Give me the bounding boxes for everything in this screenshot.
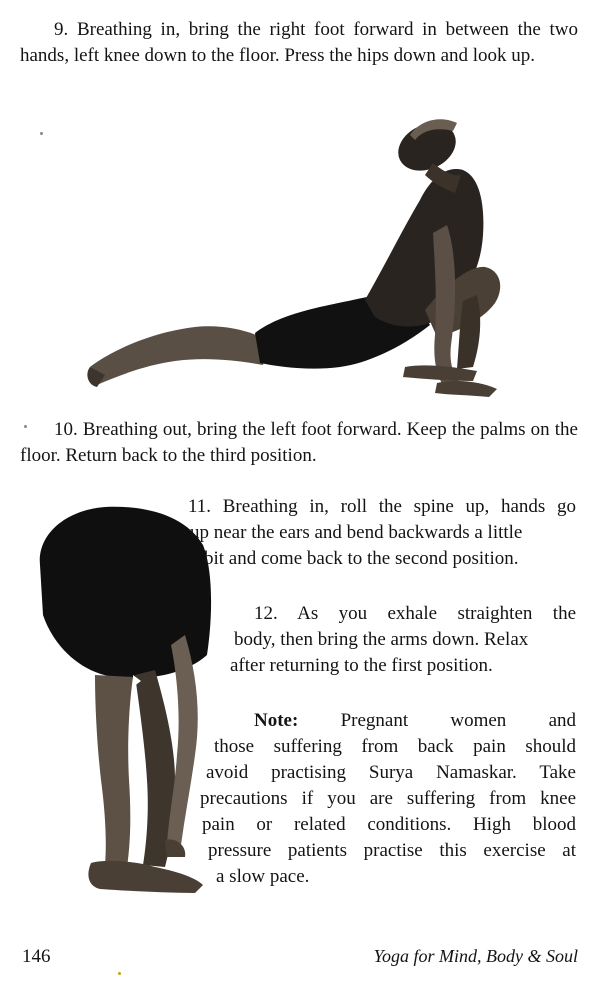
step-12-line-2: body, then bring the arms down. Relax — [234, 629, 529, 650]
note-line-3: avoid practising Surya Namaskar. Take — [206, 762, 576, 783]
step-11-line-3: bit and come back to the second position. — [204, 548, 519, 569]
step-12-line-1: 12. As you exhale straighten the — [254, 603, 576, 624]
lunge-pose-photo — [85, 105, 515, 405]
step-10-paragraph: 10. Breathing out, bring the left foot forward. Keep the palms on the floor. Return back to the third position. — [20, 419, 578, 466]
note-first-line-text: Pregnant women and — [340, 710, 577, 731]
note-line-4: precautions if you are suffering from knee — [200, 788, 576, 809]
step-12-paragraph — [230, 601, 576, 679]
book-title-footer: Yoga for Mind, Body & Soul — [373, 946, 578, 966]
note-line-2: those suffering from back pain should — [214, 736, 576, 757]
note-label: Note: — [254, 710, 299, 731]
note-line-7: a slow pace. — [216, 866, 310, 887]
print-speck — [118, 972, 121, 975]
step-11-line-1: 11. Breathing in, roll the spine up, hands go — [188, 496, 576, 517]
note-line-1 — [200, 708, 576, 734]
step-9-paragraph: 9. Breathing in, bring the right foot forward in between the two hands, left knee down to the floor. Press the hips down and look up. — [20, 19, 578, 66]
step-11-paragraph — [188, 494, 576, 572]
note-line-5: pain or related conditions. High blood — [202, 814, 576, 835]
print-speck — [40, 132, 43, 135]
step-12-line-3: after returning to the first position. — [230, 655, 493, 676]
page-number: 146 — [22, 946, 51, 967]
print-speck — [24, 425, 27, 428]
step-11-line-2: up near the ears and bend backwards a little — [190, 522, 523, 543]
note-paragraph — [200, 708, 576, 890]
note-line-6: pressure patients practise this exercise at — [208, 840, 576, 861]
